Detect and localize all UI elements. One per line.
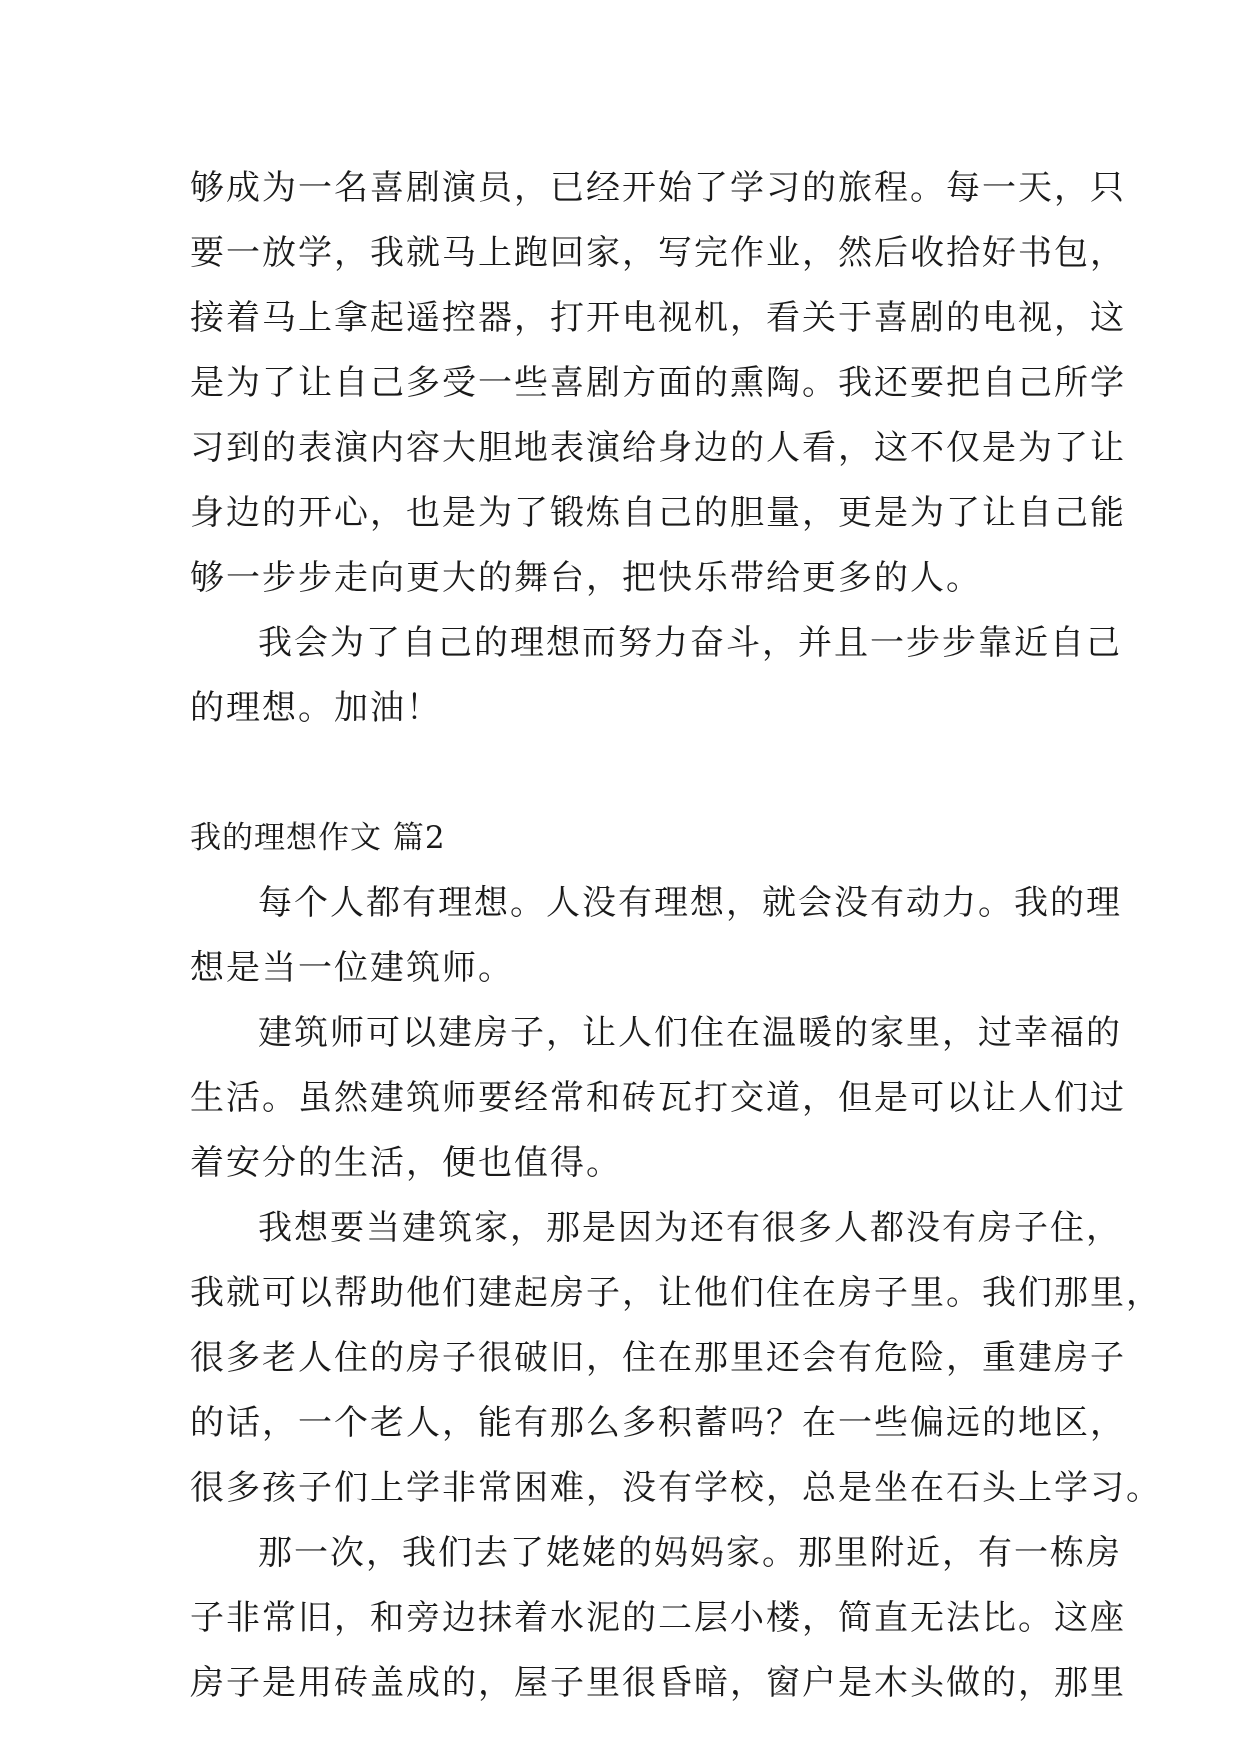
- section-heading: 我的理想作文 篇2: [190, 820, 446, 856]
- text-line: 着安分的生活，便也值得。: [190, 1143, 622, 1183]
- text-line: 身边的开心，也是为了锻炼自己的胆量，更是为了让自己能: [190, 493, 1126, 533]
- section-gap: [190, 741, 1070, 806]
- text-line: 很多老人住的房子很破旧，住在那里还会有危险，重建房子: [190, 1338, 1126, 1378]
- text-line: 要一放学，我就马上跑回家，写完作业，然后收拾好书包，: [190, 233, 1126, 273]
- text-line: 子非常旧，和旁边抹着水泥的二层小楼，简直无法比。这座: [190, 1598, 1126, 1638]
- body-text: [190, 156, 1162, 1716]
- paragraph-first-line: 每个人都有理想。人没有理想，就会没有动力。我的理: [258, 883, 1122, 923]
- paragraph-first-line: 建筑师可以建房子，让人们住在温暖的家里，过幸福的: [258, 1013, 1122, 1053]
- text-line: 习到的表演内容大胆地表演给身边的人看，这不仅是为了让: [190, 428, 1126, 468]
- text-line: 是为了让自己多受一些喜剧方面的熏陶。我还要把自己所学: [190, 363, 1126, 403]
- text-line: 很多孩子们上学非常困难，没有学校，总是坐在石头上学习。: [190, 1468, 1162, 1508]
- text-line: 接着马上拿起遥控器，打开电视机，看关于喜剧的电视，这: [190, 298, 1126, 338]
- text-line: 够成为一名喜剧演员，已经开始了学习的旅程。每一天，只: [190, 168, 1126, 208]
- paragraph-first-line: 我想要当建筑家，那是因为还有很多人都没有房子住，: [258, 1208, 1122, 1248]
- paragraph-first-line: 我会为了自己的理想而努力奋斗，并且一步步靠近自己: [258, 623, 1122, 663]
- text-line: 生活。虽然建筑师要经常和砖瓦打交道，但是可以让人们过: [190, 1078, 1126, 1118]
- text-line: 房子是用砖盖成的，屋子里很昏暗，窗户是木头做的，那里: [190, 1663, 1126, 1703]
- text-line: 够一步步走向更大的舞台，把快乐带给更多的人。: [190, 558, 982, 598]
- text-line: 的话，一个老人，能有那么多积蓄吗？在一些偏远的地区，: [190, 1403, 1126, 1443]
- text-line: 想是当一位建筑师。: [190, 948, 514, 988]
- text-line: 我就可以帮助他们建起房子，让他们住在房子里。我们那里，: [190, 1273, 1162, 1313]
- text-line: 的理想。加油！: [190, 688, 442, 728]
- paragraph-first-line: 那一次，我们去了姥姥的妈妈家。那里附近，有一栋房: [258, 1533, 1122, 1573]
